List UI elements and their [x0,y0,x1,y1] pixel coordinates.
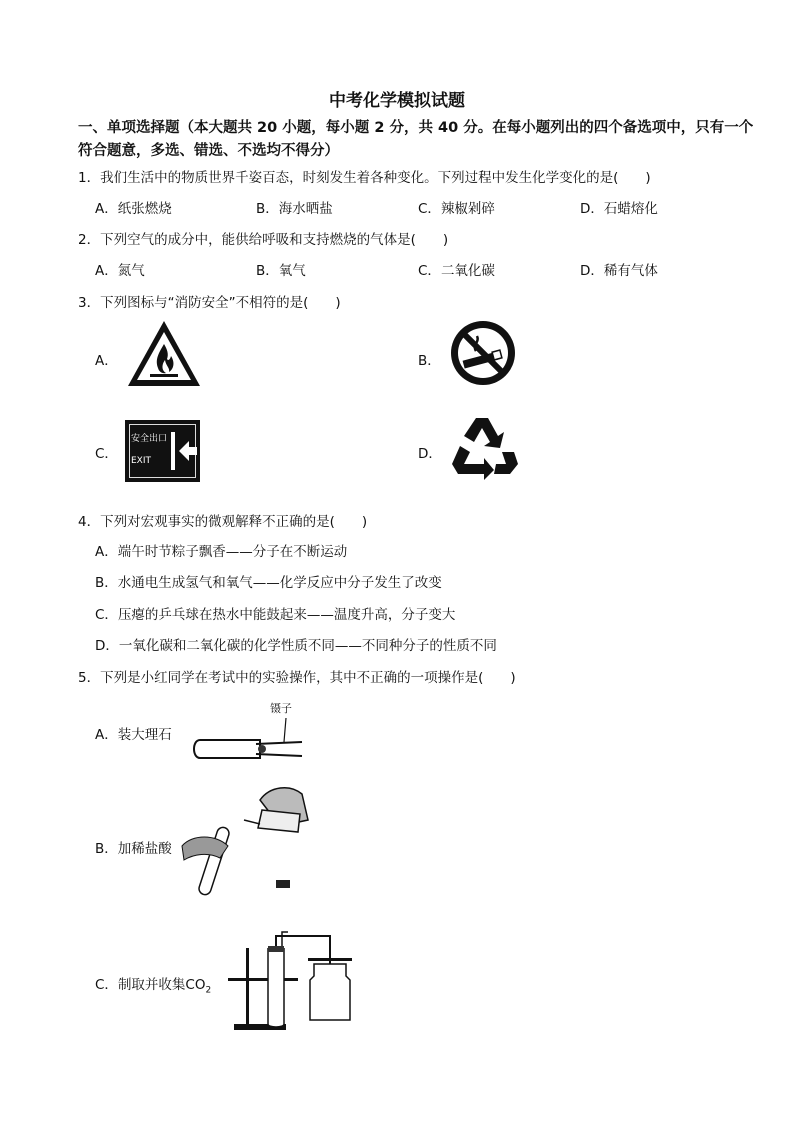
page-title: 中考化学模拟试题 [329,91,465,111]
option-letter: A． [95,353,118,369]
question-number: 4． [78,514,101,530]
option-letter: D． [580,263,604,279]
option-text: 一氧化碳和二氧化碳的化学性质不同——不同种分子的性质不同 [118,638,497,654]
emergency-exit-icon [125,420,200,482]
question-2 [78,228,448,248]
q3-option-a[interactable] [95,349,118,369]
option-letter: A． [95,727,118,743]
q5-option-a[interactable] [95,723,172,743]
q5-option-b[interactable] [95,837,172,857]
option-text: 加稀盐酸 [117,841,172,857]
option-text: 石蜡熔化 [603,201,658,217]
option-letter: B． [95,575,118,591]
q5-option-c[interactable] [95,973,211,996]
running-figure-arrow-icon [171,432,197,470]
option-letter: B． [256,263,279,279]
option-text: 稀有气体 [603,263,658,279]
tweezers-label: 镊子 [270,702,292,715]
q4-option-b[interactable] [95,571,442,591]
option-text: 二氧化碳 [440,263,495,279]
option-text: 制取并收集CO [117,977,206,993]
section-heading: 一、单项选择题（本大题共 20 小题，每小题 2 分，共 40 分。在每小题列出的四个备选项中，只有一个符合题意，多选、错选、不选均不得分） [78,120,754,159]
option-letter: D． [95,638,119,654]
option-letter: D． [418,446,442,462]
option-letter: C． [95,977,118,993]
question-number: 1． [78,170,101,186]
option-letter: A． [95,263,118,279]
question-text: 下列图标与“消防安全”不相符的是( ) [100,295,341,311]
option-letter: B． [256,201,279,217]
question-4 [78,510,367,530]
option-text: 装大理石 [117,727,172,743]
q1-option-b[interactable] [256,197,333,217]
question-3 [78,291,341,311]
test-tube-marble-figure [188,700,308,768]
option-letter: C． [418,201,441,217]
q2-option-a[interactable] [95,259,145,279]
co2-subscript: 2 [205,985,212,996]
recycle-icon [448,412,520,482]
option-text: 压瘪的乒乓球在热水中能鼓起来——温度升高，分子变大 [117,607,456,623]
co2-apparatus-figure [228,928,378,1032]
option-letter: A． [95,544,118,560]
option-letter: A． [95,201,118,217]
q4-option-a[interactable] [95,540,347,560]
question-text: 下列对宏观事实的微观解释不正确的是( ) [100,514,368,530]
option-letter: B． [95,841,118,857]
q1-option-a[interactable] [95,197,172,217]
option-text: 氮气 [117,263,145,279]
q4-option-d[interactable] [95,634,497,654]
q3-option-c[interactable] [95,442,118,462]
option-text: 辣椒剁碎 [440,201,495,217]
q1-option-d[interactable] [580,197,658,217]
option-letter: C． [95,446,118,462]
question-1 [78,166,651,186]
option-text: 端午时节粽子飘香——分子在不断运动 [117,544,348,560]
option-letter: B． [418,353,441,369]
option-letter: D． [580,201,604,217]
flammable-warning-icon [125,318,203,390]
option-text: 纸张燃烧 [117,201,172,217]
q1-option-c[interactable] [418,197,495,217]
question-text: 下列空气的成分中，能供给呼吸和支持燃烧的气体是( ) [100,232,449,248]
question-number: 2． [78,232,101,248]
question-text: 下列是小红同学在考试中的实验操作，其中不正确的一项操作是( ) [100,670,516,686]
exit-sign-cn-text: 安全出口 [131,434,168,444]
q4-option-c[interactable] [95,603,455,623]
q3-option-b[interactable] [418,349,441,369]
question-text: 我们生活中的物质世界千姿百态，时刻发生着各种变化。下列过程中发生化学变化的是( ) [100,170,651,186]
q3-option-d[interactable] [418,442,442,462]
question-5 [78,666,516,686]
q2-option-c[interactable] [418,259,495,279]
question-number: 5． [78,670,101,686]
option-letter: C． [418,263,441,279]
option-text: 氧气 [278,263,306,279]
exit-sign-en-text: EXIT [131,456,152,466]
q2-option-d[interactable] [580,259,658,279]
pouring-acid-figure [180,780,320,910]
option-letter: C． [95,607,118,623]
question-number: 3． [78,295,101,311]
q2-option-b[interactable] [256,259,306,279]
no-smoking-icon [448,318,518,388]
option-text: 水通电生成氢气和氧气——化学反应中分子发生了改变 [117,575,442,591]
option-text: 海水晒盐 [278,201,333,217]
